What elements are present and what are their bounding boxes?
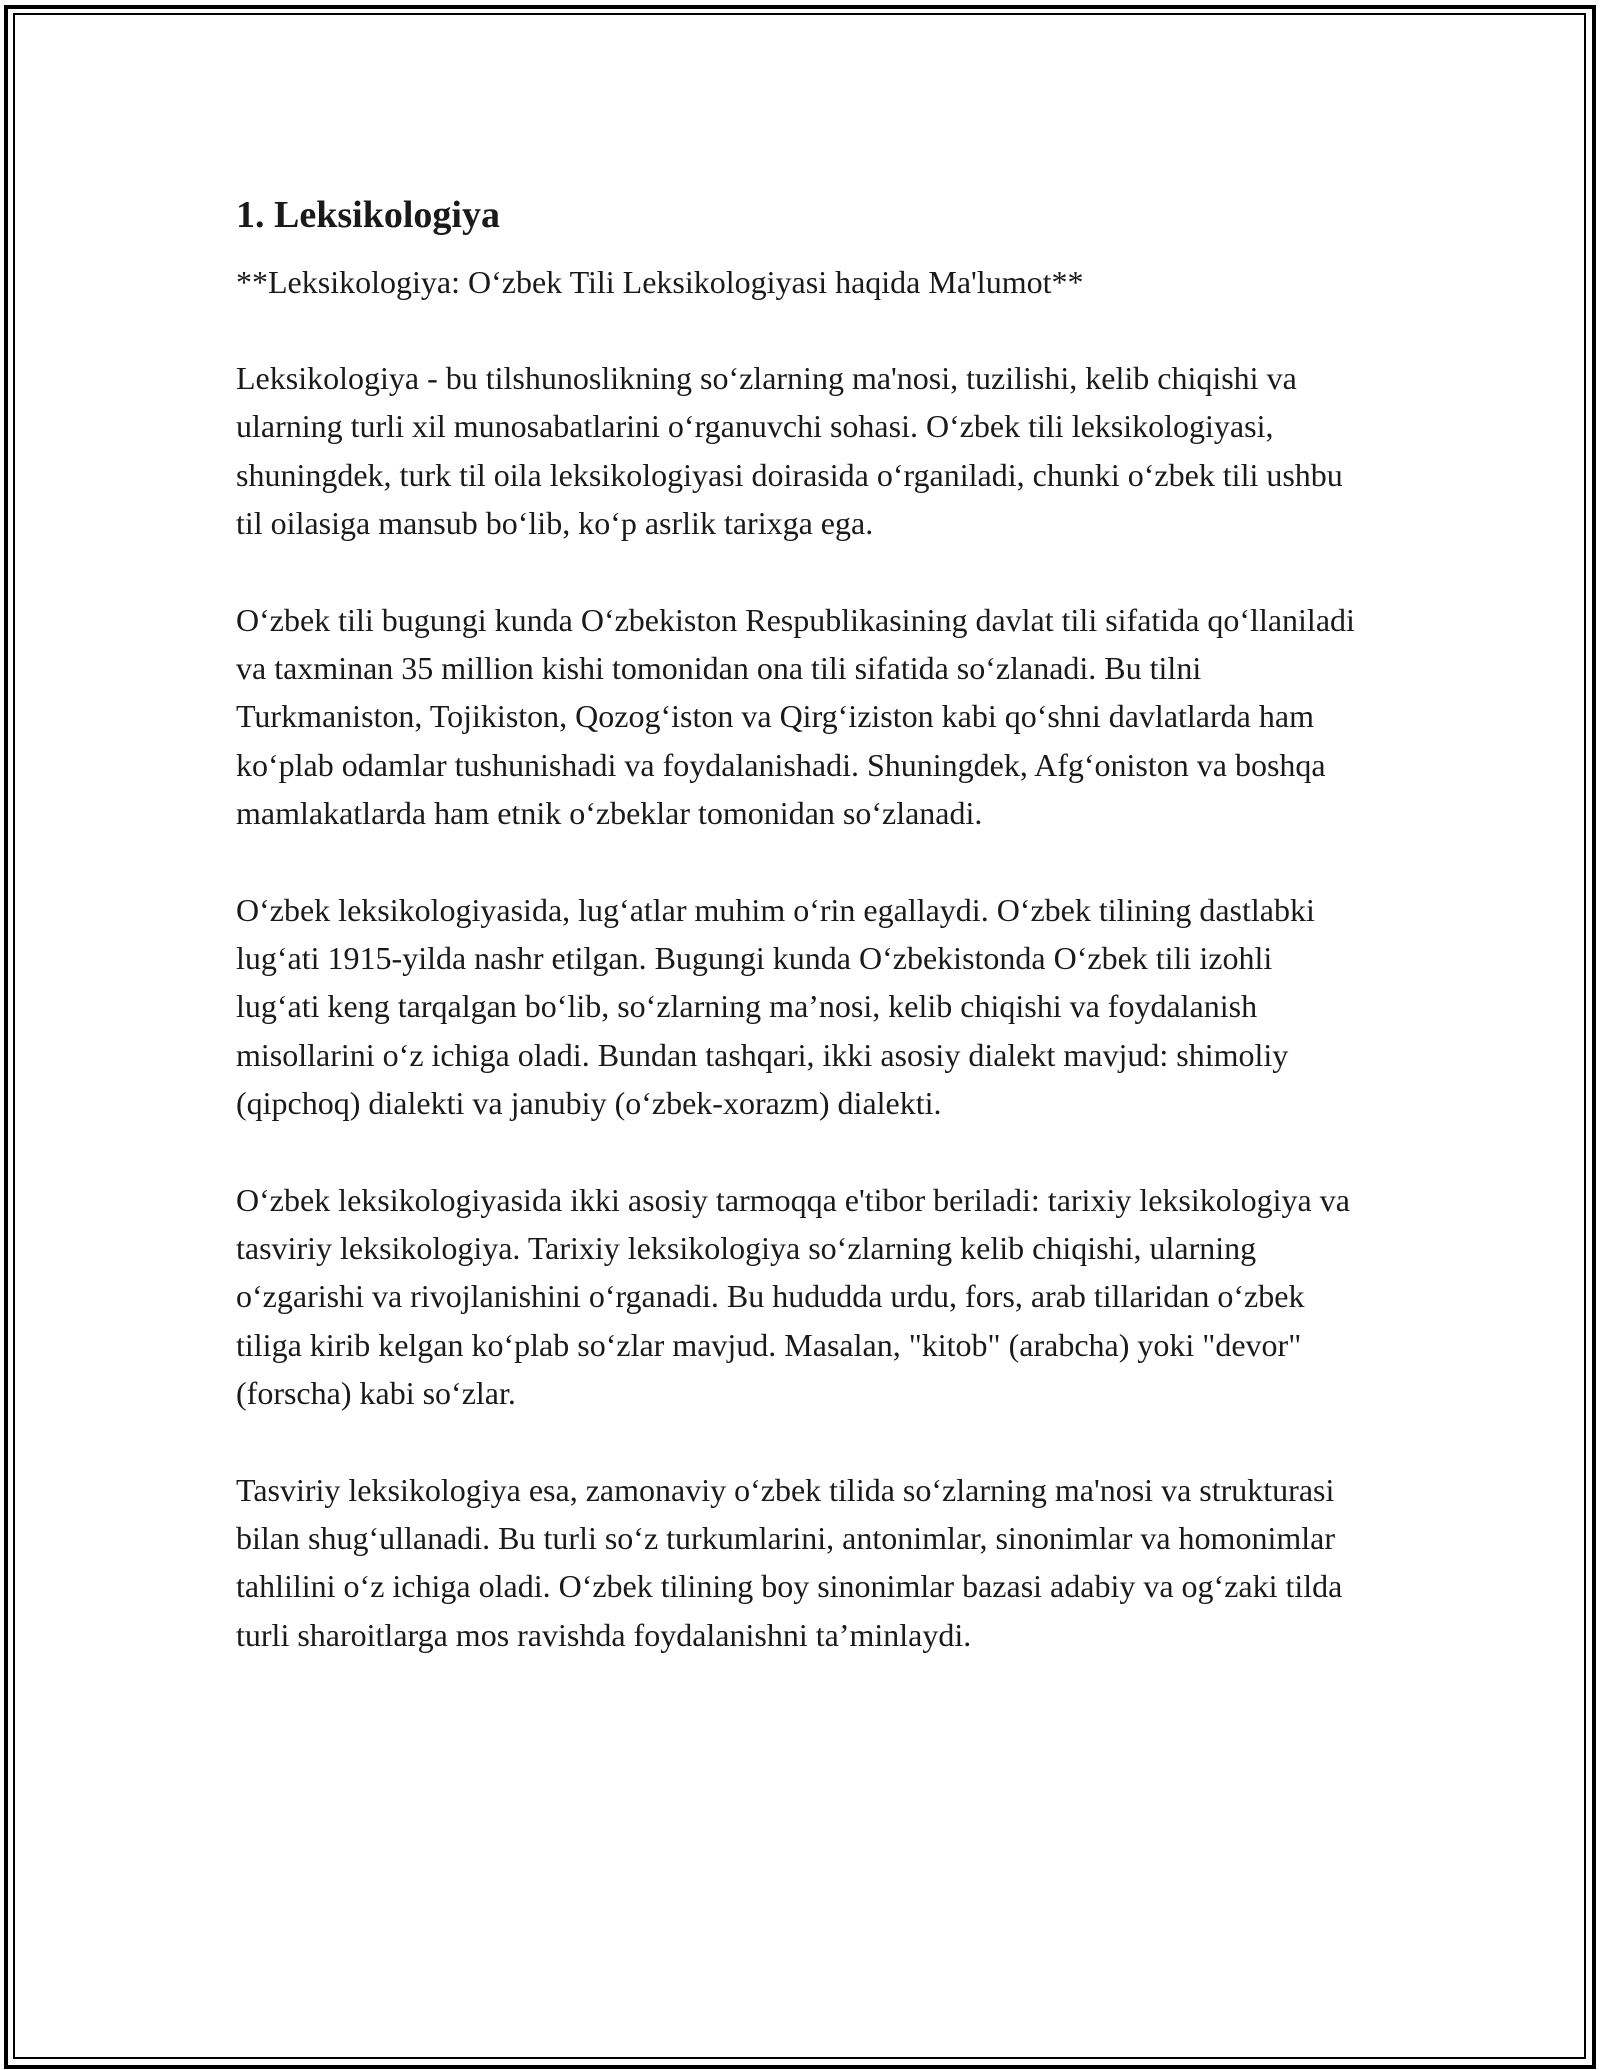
section-heading: 1. Leksikologiya <box>236 194 500 236</box>
document-page <box>236 188 1361 1707</box>
paragraph-dictionaries: O‘zbek leksikologiyasida, lug‘atlar muhim o‘rin egallaydi. O‘zbek tilining dastlabki lug‘ati 1915-yilda nashr etilgan. Bugungi kunda O‘zbekistonda O‘zbek tili izohli lug‘ati keng tarqalgan bo‘lib, so‘zlarning ma’nosi, kelib chiqishi va foydalanish misollarini o‘z ichiga oladi. Bundan tashqari, ikki asosiy dialekt mavjud: shimoliy (qipchoq) dialekti va janubiy (o‘zbek-xorazm) dialekti. <box>236 891 1315 1121</box>
paragraph-status: O‘zbek tili bugungi kunda O‘zbekiston Respublikasining davlat tili sifatida qo‘llaniladi va taxminan 35 million kishi tomonidan ona tili sifatida so‘zlanadi. Bu tilni Turkmaniston, Tojikiston, Qozog‘iston va Qirg‘iziston kabi qo‘shni davlatlarda ham ko‘plab odamlar tushunishadi va foydalanishadi. Shuningdek, Afg‘oniston va boshqa mamlakatlarda ham etnik o‘zbeklar tomonidan so‘zlanadi. <box>236 601 1355 831</box>
paragraph-descriptive: Tasviriy leksikologiya esa, zamonaviy o‘zbek tilida so‘zlarning ma'nosi va strukturasi bilan shug‘ullanadi. Bu turli so‘z turkumlarini, antonimlar, sinonimlar va homonimlar tahlilini o‘z ichiga oladi. O‘zbek tilining boy sinonimlar bazasi adabiy va og‘zaki tilda turli sharoitlarga mos ravishda foydalanishni ta’minlaydi. <box>236 1471 1343 1653</box>
document-subtitle: **Leksikologiya: O‘zbek Tili Leksikologiyasi haqida Ma'lumot** <box>236 264 1084 300</box>
paragraph-intro: Leksikologiya - bu tilshunoslikning so‘zlarning ma'nosi, tuzilishi, kelib chiqishi va ularning turli xil munosabatlarini o‘rganuvchi sohasi. O‘zbek tili leksikologiyasi, shuningdek, turk til oila leksikologiyasi doirasida o‘rganiladi, chunki o‘zbek tili ushbu til oilasiga mansub bo‘lib, ko‘p asrlik tarixga ega. <box>236 360 1343 541</box>
paragraph-branches: O‘zbek leksikologiyasida ikki asosiy tarmoqqa e'tibor beriladi: tarixiy leksikologiya va tasviriy leksikologiya. Tarixiy leksikologiya so‘zlarning kelib chiqishi, ularning o‘zgarishi va rivojlanishini o‘rganadi. Bu hududda urdu, fors, arab tillaridan o‘zbek tiliga kirib kelgan ko‘plab so‘zlar mavjud. Masalan, "kitob" (arabcha) yoki "devor" (forscha) kabi so‘zlar. <box>236 1181 1350 1411</box>
